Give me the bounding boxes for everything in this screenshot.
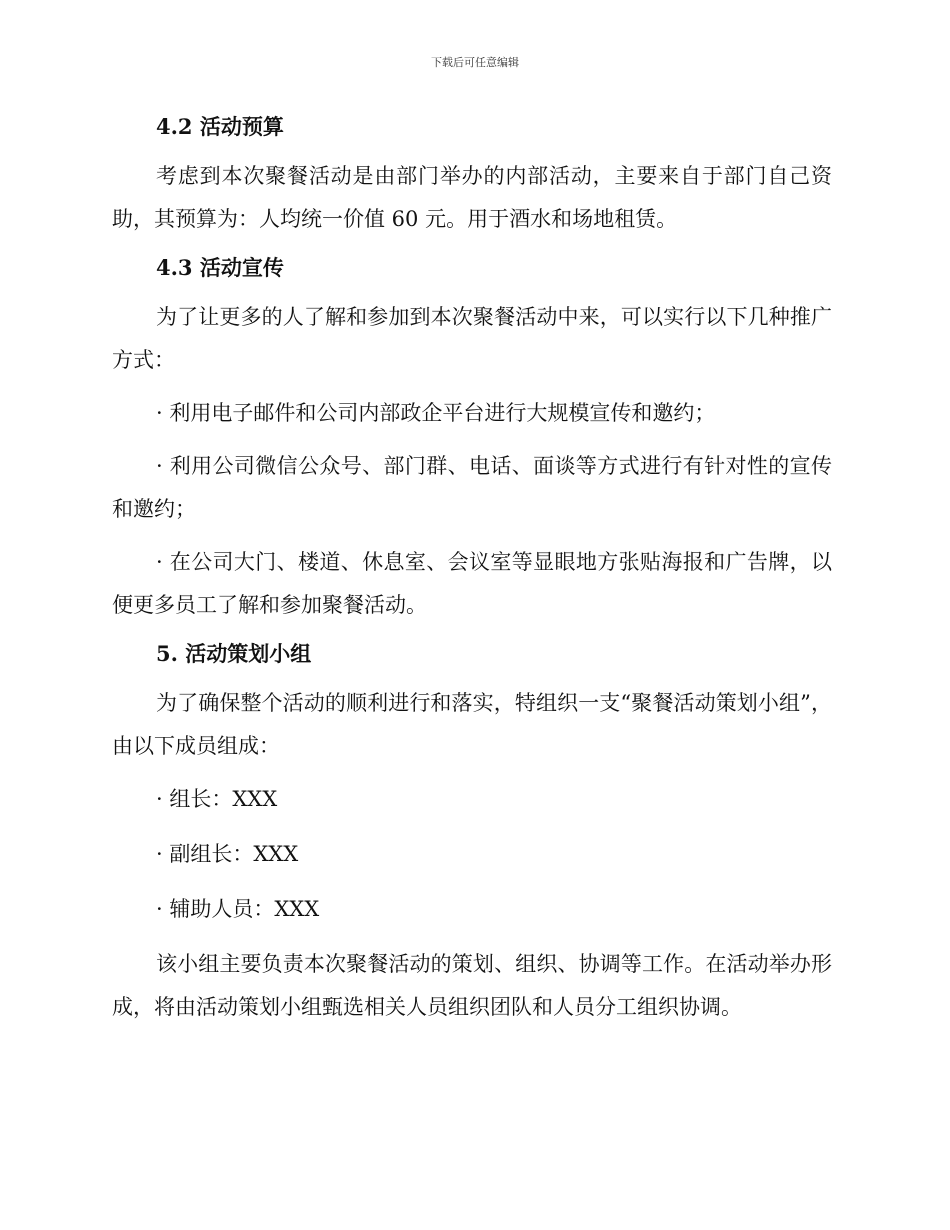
section-heading-promotion: 4.3 活动宣传 xyxy=(156,255,284,280)
promotion-intro: 为了让更多的人了解和参加到本次聚餐活动中来，可以实行以下几种推广方式： xyxy=(112,305,832,372)
budget-paragraph: 考虑到本次聚餐活动是由部门举办的内部活动，主要来自于部门自己资助，其预算为：人均统一价值 60 元。用于酒水和场地租赁。 xyxy=(112,164,832,231)
section-heading-budget: 4.2 活动预算 xyxy=(156,114,284,139)
section-heading-team: 5. 活动策划小组 xyxy=(156,641,312,666)
promotion-bullet-wechat: · 利用公司微信公众号、部门群、电话、面谈等方式进行有针对性的宣传和邀约； xyxy=(112,454,832,521)
promotion-bullet-email: · 利用电子邮件和公司内部政企平台进行大规模宣传和邀约； xyxy=(156,401,716,425)
team-member-leader: · 组长：XXX xyxy=(156,787,278,811)
team-member-assistant: · 辅助人员：XXX xyxy=(156,897,320,921)
team-closing: 该小组主要负责本次聚餐活动的策划、组织、协调等工作。在活动举办形成，将由活动策划小组甄选相关人员组织团队和人员分工组织协调。 xyxy=(112,952,832,1019)
team-member-deputy: · 副组长：XXX xyxy=(156,842,299,866)
header-note: 下载后可任意编辑 xyxy=(431,56,519,69)
team-intro: 为了确保整个活动的顺利进行和落实，特组织一支“聚餐活动策划小组”，由以下成员组成： xyxy=(112,691,832,758)
promotion-bullet-posters: · 在公司大门、楼道、休息室、会议室等显眼地方张贴海报和广告牌，以便更多员工了解和参加聚餐活动。 xyxy=(112,550,832,617)
document-body xyxy=(112,110,832,1029)
